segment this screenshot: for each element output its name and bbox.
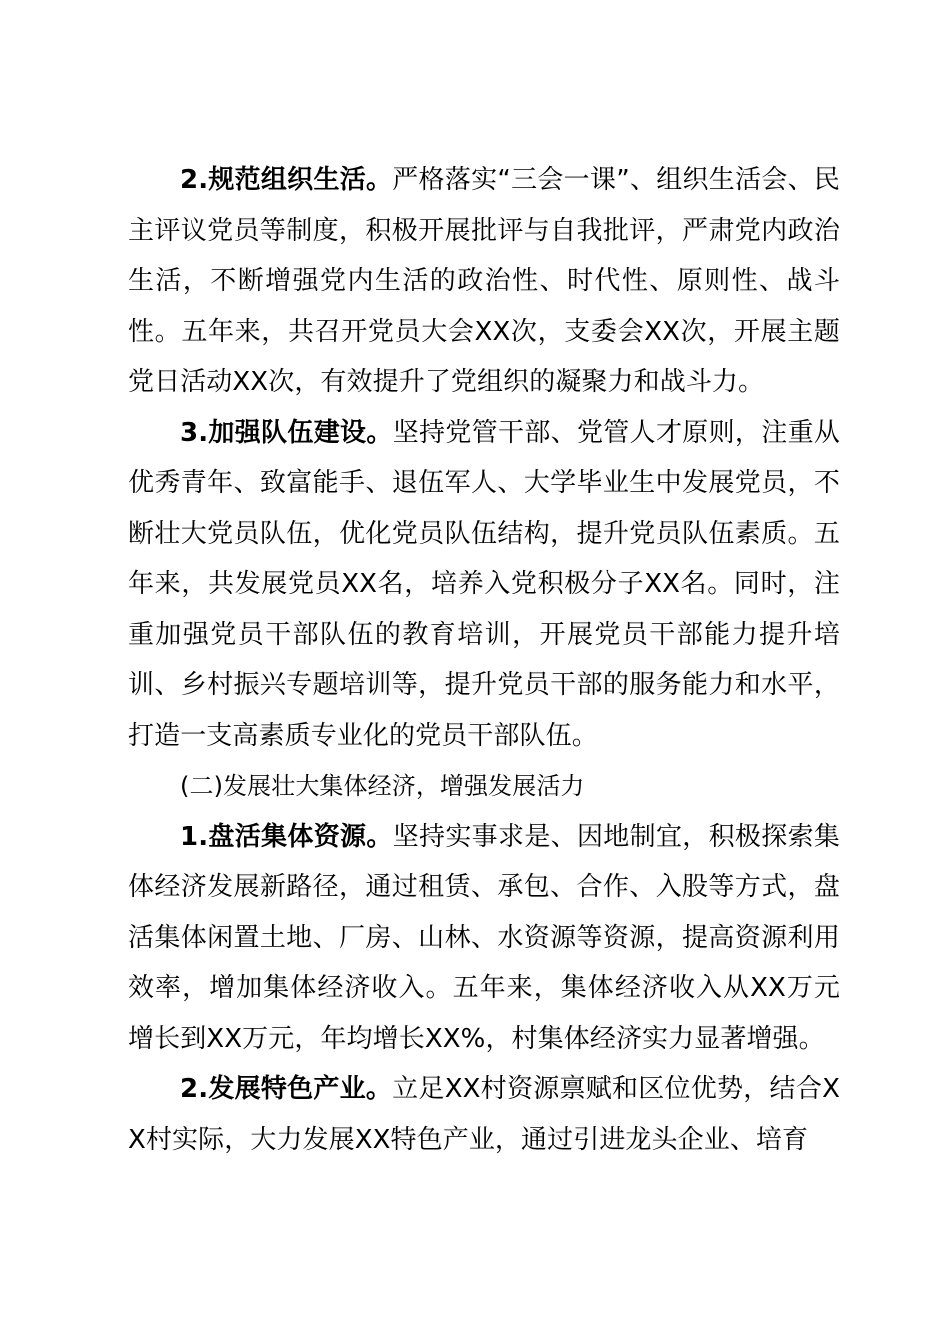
paragraph-text: 坚持党管干部、党管人才原则，注重从优秀青年、致富能手、退伍军人、大学毕业生中发展党员，不断壮大党员队伍，优化党员队伍结构，提升党员队伍素质。五年来，共发展党员XX名，培养入党积极分子XX名。同时，注重加强党员干部队伍的教育培训，开展党员干部能力提升培训、乡村振兴专题培训等，提升党员干部的服务能力和水平，打造一支高素质专业化的党员干部队伍。	[128, 417, 841, 751]
paragraph-heading: 1.盘活集体资源。	[180, 821, 393, 852]
paragraph-regulate-organizational-life	[128, 155, 840, 408]
paragraph-text: 严格落实“三会一课”、组织生活会、民主评议党员等制度，积极开展批评与自我批评，严肃党内政治生活，不断增强党内生活的政治性、时代性、原则性、战斗性。五年来，共召开党员大会XX次，支委会XX次，开展主题党日活动XX次，有效提升了党组织的凝聚力和战斗力。	[128, 165, 840, 397]
paragraph-heading: 2.规范组织生活。	[180, 165, 393, 195]
paragraph-develop-characteristic-industries	[128, 1064, 840, 1165]
paragraph-revitalize-collective-resources	[128, 812, 840, 1065]
paragraph-text: 立足XX村资源禀赋和区位优势，结合XX村实际，大力发展XX特色产业，通过引进龙头企业、培育	[128, 1074, 840, 1155]
paragraph-text: 坚持实事求是、因地制宜，积极探索集体经济发展新路径，通过租赁、承包、合作、入股等方式，盘活集体闲置土地、厂房、山林、水资源等资源，提高资源利用效率，增加集体经济收入。五年来，集体经济收入从XX万元增长到XX万元，年均增长XX%，村集体经济实力显著增强。	[128, 821, 841, 1054]
paragraph-strengthen-team-building	[128, 408, 840, 762]
paragraph-heading: 3.加强队伍建设。	[180, 417, 393, 448]
document-body	[128, 155, 840, 1165]
paragraph-heading: 2.发展特色产业。	[180, 1074, 393, 1104]
section-title: (二)发展壮大集体经济，增强发展活力	[180, 772, 585, 800]
